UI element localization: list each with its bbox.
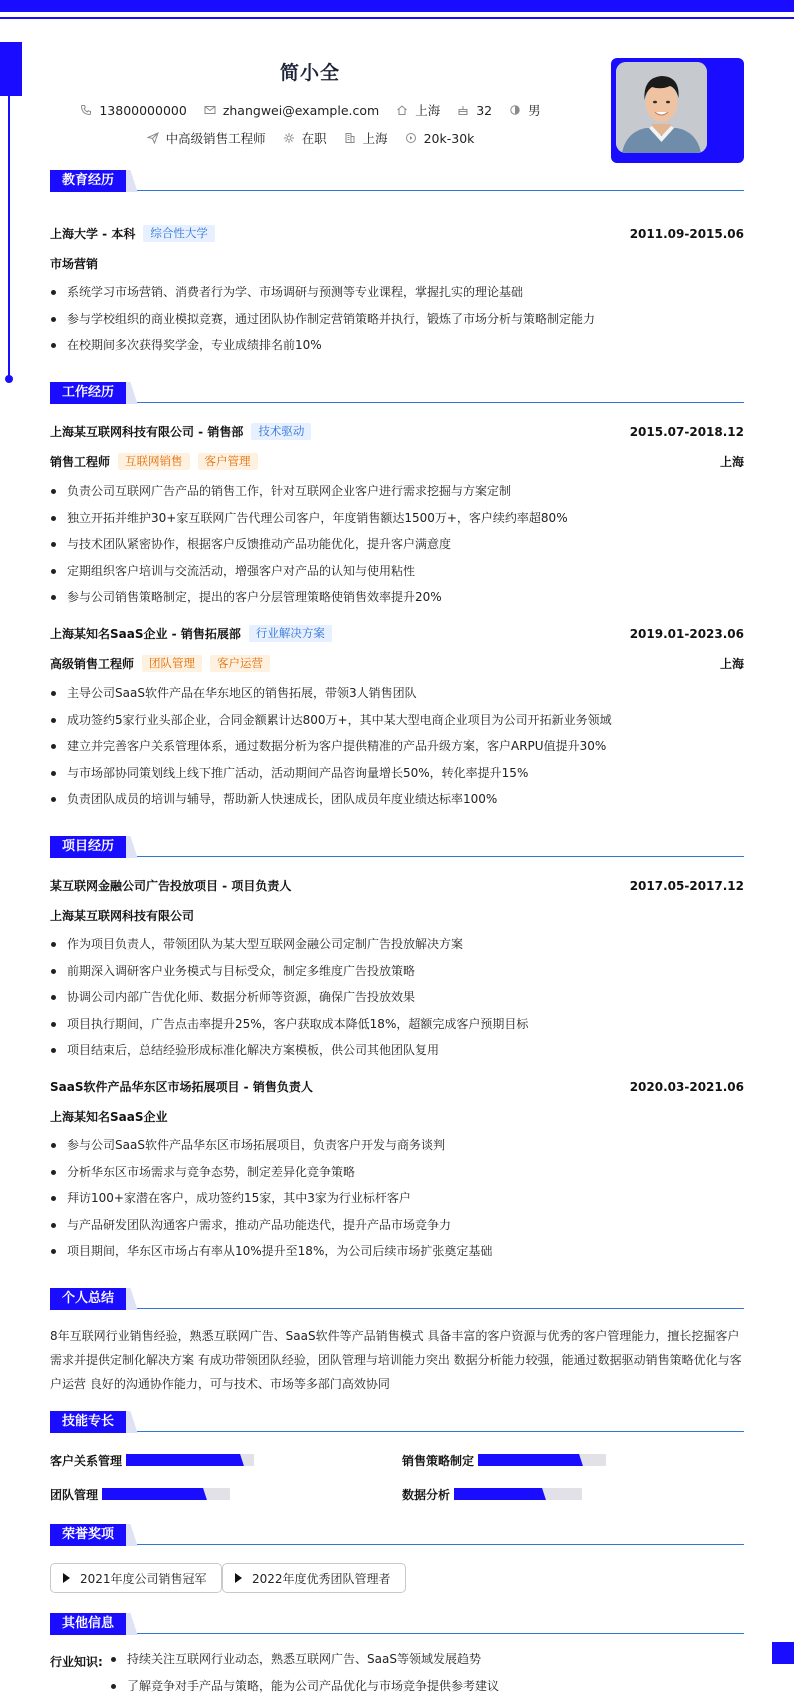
list-item: 成功签约5家行业头部企业，合同金额累计达800万+，其中某大型电商企业项目为公司开拓新业务领域 [50, 711, 744, 738]
work-header [50, 625, 744, 642]
skill-name: 数据分析 [402, 1487, 451, 1502]
award-chip [50, 1563, 222, 1593]
contact-row [0, 101, 620, 119]
section-rule [50, 1544, 744, 1545]
gear-icon [282, 131, 296, 145]
list-item: 在校期间多次获得奖学金，专业成绩排名前10% [50, 336, 744, 363]
coin-icon [404, 131, 418, 145]
desired-city-text: 上海 [362, 131, 388, 146]
list-item: 与技术团队紧密协作，根据客户反馈推动产品功能优化，提升客户满意度 [50, 535, 744, 562]
skill-bar [102, 1488, 230, 1500]
section-projects [50, 836, 744, 860]
education-bullets [50, 283, 744, 363]
job-row [0, 129, 620, 147]
section-title: 其他信息 [50, 1613, 126, 1635]
job-item [146, 129, 266, 147]
salary-item [404, 131, 475, 146]
list-item: 负责团队成员的培训与辅导，帮助新人快速成长，团队成员年度业绩达标率100% [50, 790, 744, 817]
work-role-row [50, 655, 744, 672]
project-date: 2017.05-2017.12 [629, 878, 744, 893]
company-name: 上海某知名SaaS企业 - 销售拓展部 [50, 627, 241, 641]
top-accent-bar [0, 0, 794, 12]
send-icon [146, 131, 160, 145]
list-item: 项目结束后，总结经验形成标准化解决方案模板，供公司其他团队复用 [50, 1041, 744, 1068]
section-rule [50, 1431, 744, 1432]
home-icon [395, 103, 409, 117]
major: 市场营销 [50, 257, 99, 271]
role-title: 销售工程师 [50, 455, 111, 469]
project-name: SaaS软件产品华东区市场拓展项目 - 销售负责人 [50, 1080, 313, 1094]
email-item [203, 103, 379, 118]
list-item: 项目执行期间，广告点击率提升25%，客户获取成本降低18%，超额完成客户预期目标 [50, 1015, 744, 1042]
list-item: 独立开拓并维护30+家互联网广告代理公司客户，年度销售额达1500万+，客户续约率超80% [50, 509, 744, 536]
project-org: 上海某知名SaaS企业 [50, 1110, 168, 1124]
section-work [50, 382, 744, 406]
skill-bar-fill [126, 1454, 239, 1466]
phone-text: 13800000000 [99, 102, 187, 118]
list-item: 参与学校组织的商业模拟竞赛，通过团队协作制定营销策略并执行，锻炼了市场分析与策略制定能力 [50, 310, 744, 337]
section-rule [50, 856, 744, 857]
project-header [50, 1078, 744, 1095]
project-org-row [50, 907, 744, 924]
project-org-row [50, 1108, 744, 1125]
other-label: 行业知识: [50, 1655, 103, 1669]
section-title: 工作经历 [50, 382, 126, 404]
section-title: 教育经历 [50, 170, 126, 192]
resume-name: 简小全 [279, 62, 340, 84]
section-rule [50, 190, 744, 191]
gender-text: 男 [528, 103, 541, 118]
salary-text: 20k-30k [423, 130, 475, 146]
skill-item [50, 1486, 230, 1502]
company-name: 上海某互联网科技有限公司 - 销售部 [50, 425, 244, 439]
list-item: 与市场部协同策划线上线下推广活动，活动期间产品咨询量增长50%，转化率提升15% [50, 764, 744, 791]
work-bullets [50, 684, 744, 817]
section-rule [50, 402, 744, 403]
list-item: 项目期间，华东区市场占有率从10%提升至18%，为公司后续市场扩张奠定基础 [50, 1242, 744, 1269]
list-item: 与产品研发团队沟通客户需求，推动产品功能迭代，提升产品市场竞争力 [50, 1216, 744, 1243]
role-title: 高级销售工程师 [50, 657, 135, 671]
school-name: 上海大学 - 本科 [50, 227, 136, 241]
work-city: 上海 [719, 455, 744, 469]
award-text: 2021年度公司销售冠军 [80, 1571, 207, 1586]
section-rule [50, 1308, 744, 1309]
gender-icon [508, 103, 522, 117]
school-tag: 综合性大学 [143, 225, 215, 242]
skill-name: 销售策略制定 [402, 1453, 475, 1468]
skill-name: 团队管理 [50, 1487, 99, 1502]
list-item: 协调公司内部广告优化师、数据分析师等资源，确保广告投放效果 [50, 988, 744, 1015]
status-text: 在职 [301, 131, 327, 146]
skill-bar-fill [454, 1488, 541, 1500]
company-tag: 技术驱动 [251, 423, 311, 440]
list-item: 持续关注互联网行业动态，熟悉互联网广告、SaaS等领域发展趋势 [110, 1650, 740, 1677]
work-header [50, 423, 744, 440]
skill-item [50, 1452, 254, 1468]
project-date: 2020.03-2021.06 [629, 1079, 744, 1094]
role-tag: 客户运营 [210, 655, 270, 672]
section-awards [50, 1524, 744, 1548]
list-item: 拜访100+家潜在客户，成功签约15家，其中3家为行业标杆客户 [50, 1189, 744, 1216]
education-header [50, 225, 744, 242]
list-item: 作为项目负责人，带领团队为某大型互联网金融公司定制广告投放解决方案 [50, 935, 744, 962]
role-tag: 团队管理 [142, 655, 202, 672]
skill-bar-fill [102, 1488, 202, 1500]
section-rule [50, 1633, 744, 1634]
award-text: 2022年度优秀团队管理者 [252, 1571, 391, 1586]
summary-text: 8年互联网行业销售经验，熟悉互联网广告、SaaS软件等产品销售模式 具备丰富的客户资源与优秀的客户管理能力，擅长挖掘客户需求并提供定制化解决方案 有成功带领团队经验，团队管理与培训能力突出 数据分析能力较强，能通过数据驱动销售策略优化与客户运营 良好的沟通协作能力，可与技术、市场等多部门高效协同 [50, 1329, 742, 1391]
company-tag: 行业解决方案 [249, 625, 332, 642]
skill-bar [478, 1454, 606, 1466]
section-skills [50, 1411, 744, 1435]
skill-item [402, 1486, 582, 1502]
phone-item [79, 103, 186, 118]
cake-icon [456, 103, 470, 117]
skill-name: 客户关系管理 [50, 1453, 123, 1468]
skill-item [402, 1452, 606, 1468]
gender-item [508, 101, 541, 119]
project-header [50, 877, 744, 894]
skill-bar [126, 1454, 254, 1466]
section-summary [50, 1288, 744, 1312]
project-bullets [50, 1136, 744, 1269]
education-major-row [50, 255, 744, 272]
play-triangle-icon [63, 1573, 70, 1583]
section-other [50, 1613, 744, 1637]
role-tag: 客户管理 [198, 453, 258, 470]
top-accent-line [0, 17, 794, 19]
building-icon [343, 131, 357, 145]
award-chip [222, 1563, 406, 1593]
work-date: 2015.07-2018.12 [629, 424, 744, 439]
job-title-text: 中高级销售工程师 [165, 131, 266, 146]
status-item [282, 129, 327, 147]
project-name: 某互联网金融公司广告投放项目 - 项目负责人 [50, 879, 292, 893]
list-item: 分析华东区市场需求与竞争态势，制定差异化竞争策略 [50, 1163, 744, 1190]
section-title: 技能专长 [50, 1411, 126, 1433]
work-date: 2019.01-2023.06 [629, 626, 744, 641]
list-item: 前期深入调研客户业务模式与目标受众，制定多维度广告投放策略 [50, 962, 744, 989]
skill-bar-fill [478, 1454, 578, 1466]
list-item: 主导公司SaaS软件产品在华东地区的销售拓展，带领3人销售团队 [50, 684, 744, 711]
play-triangle-icon [235, 1573, 242, 1583]
list-item: 参与公司SaaS软件产品华东区市场拓展项目，负责客户开发与商务谈判 [50, 1136, 744, 1163]
project-bullets [50, 935, 744, 1068]
role-tag: 互联网销售 [118, 453, 190, 470]
list-item: 定期组织客户培训与交流活动，增强客户对产品的认知与使用粘性 [50, 562, 744, 589]
city-item [343, 129, 388, 147]
other-bullets [110, 1650, 740, 1704]
section-title: 个人总结 [50, 1288, 126, 1310]
list-item: 系统学习市场营销、消费者行为学、市场调研与预测等专业课程，掌握扎实的理论基础 [50, 283, 744, 310]
mail-icon [203, 103, 217, 117]
profile-photo [616, 62, 707, 153]
age-text: 32 [476, 102, 493, 118]
phone-icon [79, 103, 93, 117]
list-item: 建立并完善客户关系管理体系，通过数据分析为客户提供精准的产品升级方案，客户ARPU值提升30% [50, 737, 744, 764]
section-title: 荣誉奖项 [50, 1524, 126, 1546]
section-education [50, 170, 744, 194]
list-item: 负责公司互联网广告产品的销售工作，针对互联网企业客户进行需求挖掘与方案定制 [50, 482, 744, 509]
work-role-row [50, 453, 744, 470]
education-date: 2011.09-2015.06 [629, 226, 744, 241]
side-timeline-dot [5, 375, 13, 383]
work-bullets [50, 482, 744, 615]
section-title: 项目经历 [50, 836, 126, 858]
email-text: zhangwei@example.com [222, 102, 380, 118]
list-item: 参与公司销售策略制定，提出的客户分层管理策略使销售效率提升20% [50, 588, 744, 615]
skill-bar [454, 1488, 582, 1500]
location-text: 上海 [415, 103, 441, 118]
location-item [395, 101, 440, 119]
age-item [456, 103, 492, 118]
work-city: 上海 [719, 657, 744, 671]
project-org: 上海某互联网科技有限公司 [50, 909, 195, 923]
list-item: 了解竞争对手产品与策略，能为公司产品优化与市场竞争提供参考建议 [110, 1677, 740, 1704]
corner-accent-tab [772, 1642, 794, 1664]
